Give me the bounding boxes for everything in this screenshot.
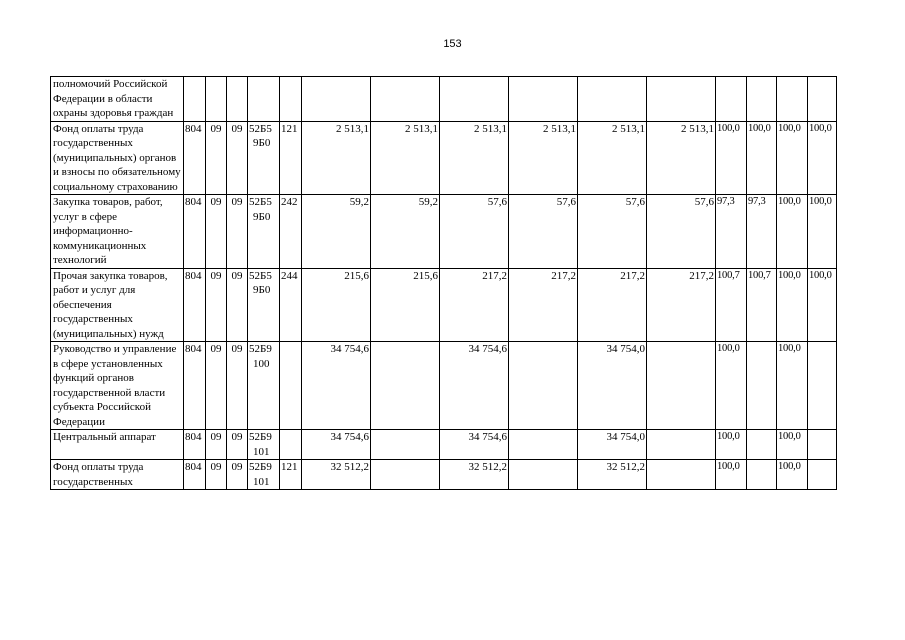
percent-cell-3 xyxy=(777,77,808,122)
expense-type-cell xyxy=(280,342,302,430)
amount-cell-5: 217,2 xyxy=(578,268,647,342)
row-name-cell: Прочая закупка товаров, работ и услуг для обеспечения государственных (муниципальных) нужд xyxy=(51,268,184,342)
target-article-part-2: 100 xyxy=(253,357,270,370)
expense-type-cell: 242 xyxy=(280,195,302,269)
amount-cell-1: 215,6 xyxy=(302,268,371,342)
percent-cell-1: 100,7 xyxy=(716,268,747,342)
percent-cell-1: 100,0 xyxy=(716,430,747,460)
target-article-part-1: 52Б5 xyxy=(249,196,272,208)
section-code-cell: 09 xyxy=(206,342,227,430)
amount-cell-4: 2 513,1 xyxy=(509,121,578,195)
target-article-part-1: 52Б9 xyxy=(249,431,272,443)
percent-cell-4 xyxy=(808,342,837,430)
target-article-part-2: 9Б0 xyxy=(253,137,271,149)
row-name-cell: Руководство и управление в сфере установленных функций органов государственной власти субъекта Российской Федерации xyxy=(51,342,184,430)
amount-cell-1 xyxy=(302,77,371,122)
amount-cell-5 xyxy=(578,77,647,122)
amount-cell-6: 2 513,1 xyxy=(647,121,716,195)
subsection-code-cell: 09 xyxy=(227,460,248,490)
amount-cell-2 xyxy=(371,460,440,490)
target-article-part-1: 52Б5 xyxy=(249,122,272,135)
target-article-cell xyxy=(248,195,280,269)
section-code-cell: 09 xyxy=(206,121,227,195)
percent-cell-2 xyxy=(747,430,777,460)
row-name-cell: полномочий Российской Федерации в области охраны здоровья граждан xyxy=(51,77,184,122)
percent-cell-3: 100,0 xyxy=(777,268,808,342)
amount-cell-5: 34 754,0 xyxy=(578,430,647,460)
amount-cell-2: 59,2 xyxy=(371,195,440,269)
amount-cell-6 xyxy=(647,77,716,122)
amount-cell-5: 2 513,1 xyxy=(578,121,647,195)
percent-cell-1: 97,3 xyxy=(716,195,747,269)
percent-cell-2: 100,7 xyxy=(747,268,777,342)
expense-type-cell: 244 xyxy=(280,268,302,342)
subsection-code-cell: 09 xyxy=(227,195,248,269)
target-article-cell xyxy=(248,342,280,430)
amount-cell-1: 2 513,1 xyxy=(302,121,371,195)
row-name-cell: Закупка товаров, работ, услуг в сфере информационно-коммуникационных технологий xyxy=(51,195,184,269)
amount-cell-2: 2 513,1 xyxy=(371,121,440,195)
amount-cell-6 xyxy=(647,460,716,490)
target-article-cell xyxy=(248,268,280,342)
ved-code-cell: 804 xyxy=(184,430,206,460)
expense-type-cell: 121 xyxy=(280,460,302,490)
percent-cell-4 xyxy=(808,77,837,122)
amount-cell-4 xyxy=(509,430,578,460)
amount-cell-1: 34 754,6 xyxy=(302,342,371,430)
amount-cell-3: 217,2 xyxy=(440,268,509,342)
amount-cell-2 xyxy=(371,342,440,430)
percent-cell-1 xyxy=(716,77,747,122)
amount-cell-6 xyxy=(647,342,716,430)
percent-cell-4: 100,0 xyxy=(808,195,837,269)
amount-cell-2: 215,6 xyxy=(371,268,440,342)
amount-cell-5: 57,6 xyxy=(578,195,647,269)
section-code-cell xyxy=(206,77,227,122)
row-name-cell: Центральный аппарат xyxy=(51,430,184,460)
percent-cell-3: 100,0 xyxy=(777,195,808,269)
subsection-code-cell: 09 xyxy=(227,342,248,430)
ved-code-cell: 804 xyxy=(184,460,206,490)
expense-type-cell xyxy=(280,430,302,460)
amount-cell-6: 217,2 xyxy=(647,268,716,342)
percent-cell-1: 100,0 xyxy=(716,460,747,490)
amount-cell-4: 217,2 xyxy=(509,268,578,342)
amount-cell-5: 34 754,0 xyxy=(578,342,647,430)
percent-cell-1: 100,0 xyxy=(716,121,747,195)
target-article-part-2: 101 xyxy=(253,475,270,488)
percent-cell-2 xyxy=(747,77,777,122)
amount-cell-3: 34 754,6 xyxy=(440,430,509,460)
percent-cell-2: 100,0 xyxy=(747,121,777,195)
subsection-code-cell: 09 xyxy=(227,268,248,342)
subsection-code-cell: 09 xyxy=(227,430,248,460)
target-article-cell xyxy=(248,460,280,490)
amount-cell-3: 32 512,2 xyxy=(440,460,509,490)
percent-cell-4: 100,0 xyxy=(808,268,837,342)
table-row xyxy=(51,430,837,460)
ved-code-cell xyxy=(184,77,206,122)
section-code-cell: 09 xyxy=(206,460,227,490)
percent-cell-2 xyxy=(747,342,777,430)
target-article-part-2: 9Б0 xyxy=(253,210,271,223)
table-row xyxy=(51,121,837,195)
percent-cell-3: 100,0 xyxy=(777,460,808,490)
percent-cell-3: 100,0 xyxy=(777,121,808,195)
amount-cell-3 xyxy=(440,77,509,122)
amount-cell-6 xyxy=(647,430,716,460)
table-row xyxy=(51,268,837,342)
subsection-code-cell: 09 xyxy=(227,121,248,195)
amount-cell-2 xyxy=(371,430,440,460)
row-name-cell: Фонд оплаты труда государственных xyxy=(51,460,184,490)
expense-type-cell xyxy=(280,77,302,122)
percent-cell-3: 100,0 xyxy=(777,342,808,430)
amount-cell-1: 34 754,6 xyxy=(302,430,371,460)
amount-cell-4 xyxy=(509,77,578,122)
amount-cell-1: 59,2 xyxy=(302,195,371,269)
amount-cell-3: 34 754,6 xyxy=(440,342,509,430)
amount-cell-3: 57,6 xyxy=(440,195,509,269)
percent-cell-4 xyxy=(808,430,837,460)
amount-cell-4: 57,6 xyxy=(509,195,578,269)
target-article-part-1: 52Б9 xyxy=(249,343,272,355)
amount-cell-2 xyxy=(371,77,440,122)
expense-type-cell: 121 xyxy=(280,121,302,195)
target-article-part-1: 52Б5 xyxy=(249,269,272,282)
subsection-code-cell xyxy=(227,77,248,122)
target-article-part-2: 101 xyxy=(253,445,270,458)
ved-code-cell: 804 xyxy=(184,342,206,430)
table-row xyxy=(51,195,837,269)
target-article-part-1: 52Б9 xyxy=(249,461,272,473)
target-article-cell xyxy=(248,121,280,195)
table-body xyxy=(51,77,837,490)
amount-cell-4 xyxy=(509,342,578,430)
percent-cell-3: 100,0 xyxy=(777,430,808,460)
target-article-part-2: 9Б0 xyxy=(253,284,271,296)
section-code-cell: 09 xyxy=(206,268,227,342)
budget-table xyxy=(50,76,837,490)
ved-code-cell: 804 xyxy=(184,121,206,195)
table-row xyxy=(51,77,837,122)
amount-cell-5: 32 512,2 xyxy=(578,460,647,490)
percent-cell-4 xyxy=(808,460,837,490)
table-row xyxy=(51,460,837,490)
percent-cell-2: 97,3 xyxy=(747,195,777,269)
section-code-cell: 09 xyxy=(206,195,227,269)
target-article-cell xyxy=(248,77,280,122)
ved-code-cell: 804 xyxy=(184,195,206,269)
percent-cell-1: 100,0 xyxy=(716,342,747,430)
amount-cell-4 xyxy=(509,460,578,490)
amount-cell-6: 57,6 xyxy=(647,195,716,269)
amount-cell-3: 2 513,1 xyxy=(440,121,509,195)
percent-cell-2 xyxy=(747,460,777,490)
page-number: 153 xyxy=(443,38,462,50)
target-article-cell xyxy=(248,430,280,460)
percent-cell-4: 100,0 xyxy=(808,121,837,195)
section-code-cell: 09 xyxy=(206,430,227,460)
row-name-cell: Фонд оплаты труда государственных (муниципальных) органов и взносы по обязательному социальному страхованию xyxy=(51,121,184,195)
table-row xyxy=(51,342,837,430)
ved-code-cell: 804 xyxy=(184,268,206,342)
amount-cell-1: 32 512,2 xyxy=(302,460,371,490)
